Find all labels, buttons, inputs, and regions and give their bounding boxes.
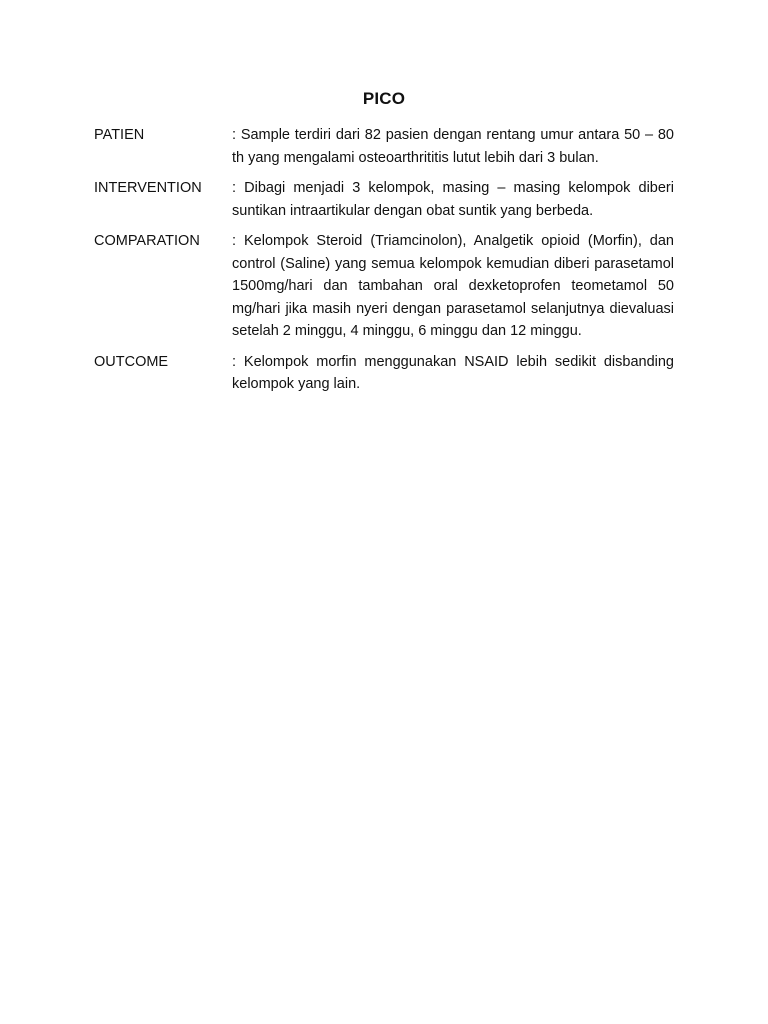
pico-text-patien: : Sample terdiri dari 82 pasien dengan rentang umur antara 50 – 80 th yang mengalami osteoarthrititis lutut lebih dari 3 bulan. xyxy=(232,127,674,166)
pico-text-intervention: : Dibagi menjadi 3 kelompok, masing – masing kelompok diberi suntikan intraartikular dengan obat suntik yang berbeda. xyxy=(232,180,674,219)
pico-label-intervention: INTERVENTION xyxy=(94,180,202,196)
pico-row-outcome xyxy=(94,351,674,396)
pico-row-intervention xyxy=(94,177,674,222)
pico-row-patien xyxy=(94,124,674,169)
pico-text-outcome: : Kelompok morfin menggunakan NSAID lebih sedikit disbanding kelompok yang lain. xyxy=(232,353,674,392)
pico-table xyxy=(94,124,674,404)
document-title: PICO xyxy=(362,89,406,108)
pico-label-comparation: COMPARATION xyxy=(94,233,200,249)
pico-row-comparation xyxy=(94,230,674,343)
pico-label-patien: PATIEN xyxy=(94,127,145,143)
pico-text-comparation: : Kelompok Steroid (Triamcinolon), Analgetik opioid (Morfin), dan control (Saline) yang semua kelompok kemudian diberi parasetamol 1500mg/hari dan tambahan oral dexketoprofen teometamol 50 mg/hari jika masih nyeri dengan parasetamol selanjutnya dievaluasi setelah 2 minggu, 4 minggu, 6 minggu dan 12 minggu. xyxy=(232,233,674,339)
pico-label-outcome: OUTCOME xyxy=(94,353,169,370)
